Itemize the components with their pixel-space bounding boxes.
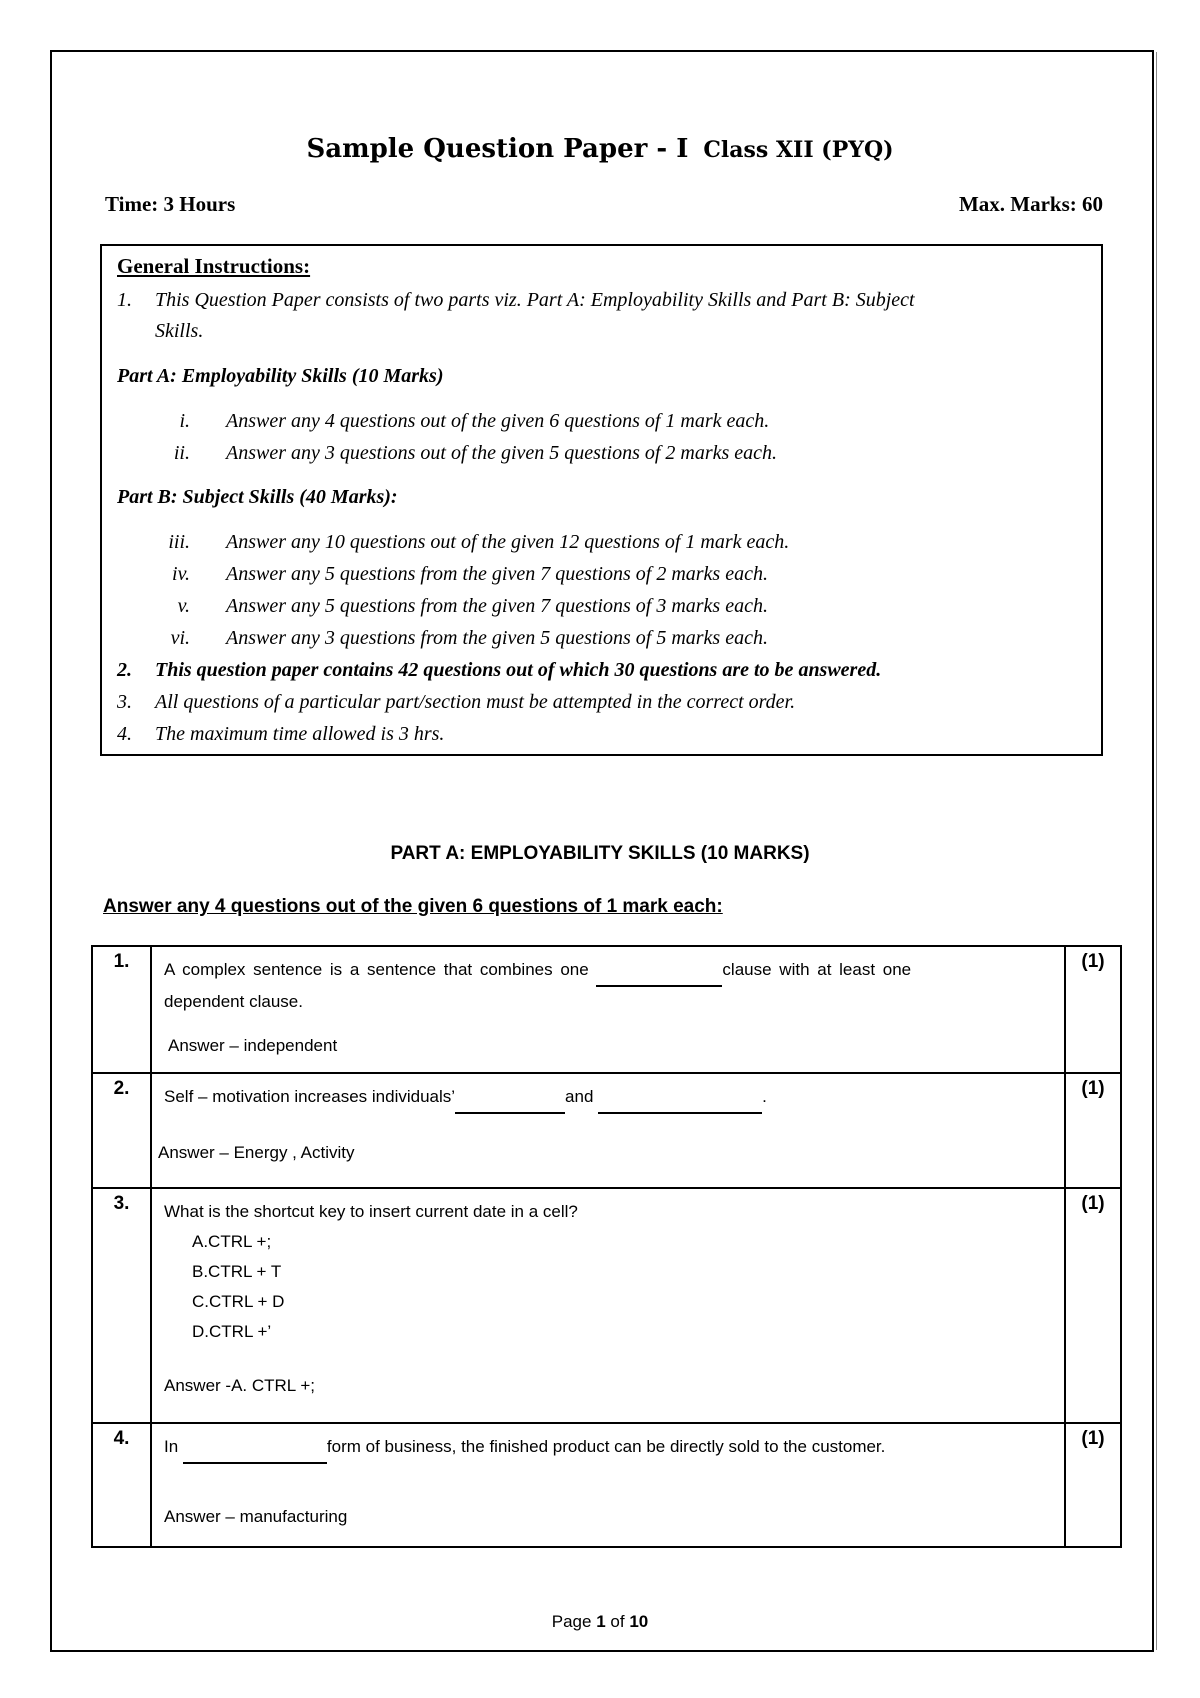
- instruction-4-text: The maximum time allowed is 3 hrs.: [155, 723, 445, 745]
- question-text: What is the shortcut key to insert current date in a cell?: [164, 1202, 578, 1221]
- table-row: [92, 1073, 1121, 1188]
- question-answer: Answer – manufacturing: [164, 1507, 348, 1526]
- table-row: [92, 1188, 1121, 1423]
- option-b: B.CTRL + T: [192, 1262, 282, 1281]
- question-number: 2.: [92, 1073, 151, 1188]
- part-b-item-num: iv.: [172, 563, 190, 585]
- answer-blank: [183, 1432, 327, 1464]
- instruction-1-num: 1.: [117, 289, 132, 311]
- question-answer: Answer – Energy , Activity: [158, 1143, 355, 1162]
- part-b-item-num: iii.: [168, 531, 190, 553]
- part-b-item-text: Answer any 10 questions out of the given 12 questions of 1 mark each.: [226, 531, 790, 553]
- instruction-2-text: This question paper contains 42 questions out of which 30 questions are to be answered.: [155, 659, 882, 681]
- max-marks-label: Max. Marks: 60: [958, 192, 1103, 216]
- question-body: [151, 1423, 1065, 1547]
- part-a-item-num: i.: [179, 410, 190, 432]
- instruction-3-num: 3.: [117, 691, 132, 713]
- instructions-heading: General Instructions:: [117, 254, 311, 278]
- option-a: A.CTRL +;: [192, 1232, 272, 1251]
- question-marks: (1): [1065, 1423, 1121, 1547]
- page-number: 1: [596, 1612, 606, 1631]
- instruction-1-line2: Skills.: [155, 320, 204, 342]
- question-body: [151, 1188, 1065, 1423]
- part-b-heading: Part B: Subject Skills (40 Marks):: [117, 486, 398, 508]
- table-row: [92, 946, 1121, 1073]
- question-marks: (1): [1065, 946, 1121, 1073]
- question-marks: (1): [1065, 1188, 1121, 1423]
- question-text: A complex sentence is a sentence that combines one clause with at least one: [164, 955, 1052, 987]
- page-total: 10: [629, 1612, 649, 1631]
- section-title: PART A: EMPLOYABILITY SKILLS (10 MARKS): [390, 843, 810, 864]
- option-d: D.CTRL +’: [192, 1322, 272, 1341]
- question-body: [151, 1073, 1065, 1188]
- instruction-4-num: 4.: [117, 723, 132, 745]
- part-a-item-text: Answer any 3 questions out of the given 5 questions of 2 marks each.: [226, 442, 778, 464]
- question-body: [151, 946, 1065, 1073]
- part-b-item-text: Answer any 5 questions from the given 7 questions of 2 marks each.: [226, 563, 768, 585]
- answer-blank: [596, 955, 722, 987]
- question-text: Self – motivation increases individuals’ and .: [164, 1082, 1052, 1114]
- part-a-heading: Part A: Employability Skills (10 Marks): [117, 365, 444, 387]
- title-class: Class XII (PYQ): [703, 137, 894, 163]
- questions-table: [91, 945, 1122, 1548]
- page-label: Page: [551, 1612, 592, 1631]
- part-b-item-text: Answer any 5 questions from the given 7 questions of 3 marks each.: [226, 595, 768, 617]
- question-marks: (1): [1065, 1073, 1121, 1188]
- part-b-item-text: Answer any 3 questions from the given 5 questions of 5 marks each.: [226, 627, 768, 649]
- part-b-item-num: v.: [177, 595, 190, 617]
- section-subtitle: Answer any 4 questions out of the given 6 questions of 1 mark each:: [103, 896, 723, 917]
- question-text: In form of business, the finished product can be directly sold to the customer.: [164, 1432, 1052, 1464]
- title-main: Sample Question Paper - I: [306, 134, 689, 164]
- part-a-item-num: ii.: [173, 442, 190, 464]
- option-c: C.CTRL + D: [192, 1292, 285, 1311]
- instruction-1-line1: This Question Paper consists of two parts viz. Part A: Employability Skills and Part B: Subject: [155, 289, 915, 311]
- question-answer: Answer – independent: [168, 1036, 338, 1055]
- of-label: of: [610, 1612, 625, 1631]
- instruction-3-text: All questions of a particular part/section must be attempted in the correct order.: [155, 691, 796, 713]
- question-number: 1.: [92, 946, 151, 1073]
- table-row: [92, 1423, 1121, 1547]
- question-number: 3.: [92, 1188, 151, 1423]
- answer-blank: [455, 1082, 565, 1114]
- page-title: [0, 134, 1200, 164]
- instruction-2-num: 2.: [117, 659, 132, 681]
- page-footer: [0, 1612, 1200, 1632]
- answer-blank: [598, 1082, 762, 1114]
- part-b-item-num: vi.: [170, 627, 190, 649]
- question-text-line2: dependent clause.: [164, 992, 303, 1011]
- question-number: 4.: [92, 1423, 151, 1547]
- time-label: Time: 3 Hours: [105, 192, 236, 216]
- question-answer: Answer -A. CTRL +;: [164, 1376, 315, 1395]
- part-a-item-text: Answer any 4 questions out of the given 6 questions of 1 mark each.: [226, 410, 770, 432]
